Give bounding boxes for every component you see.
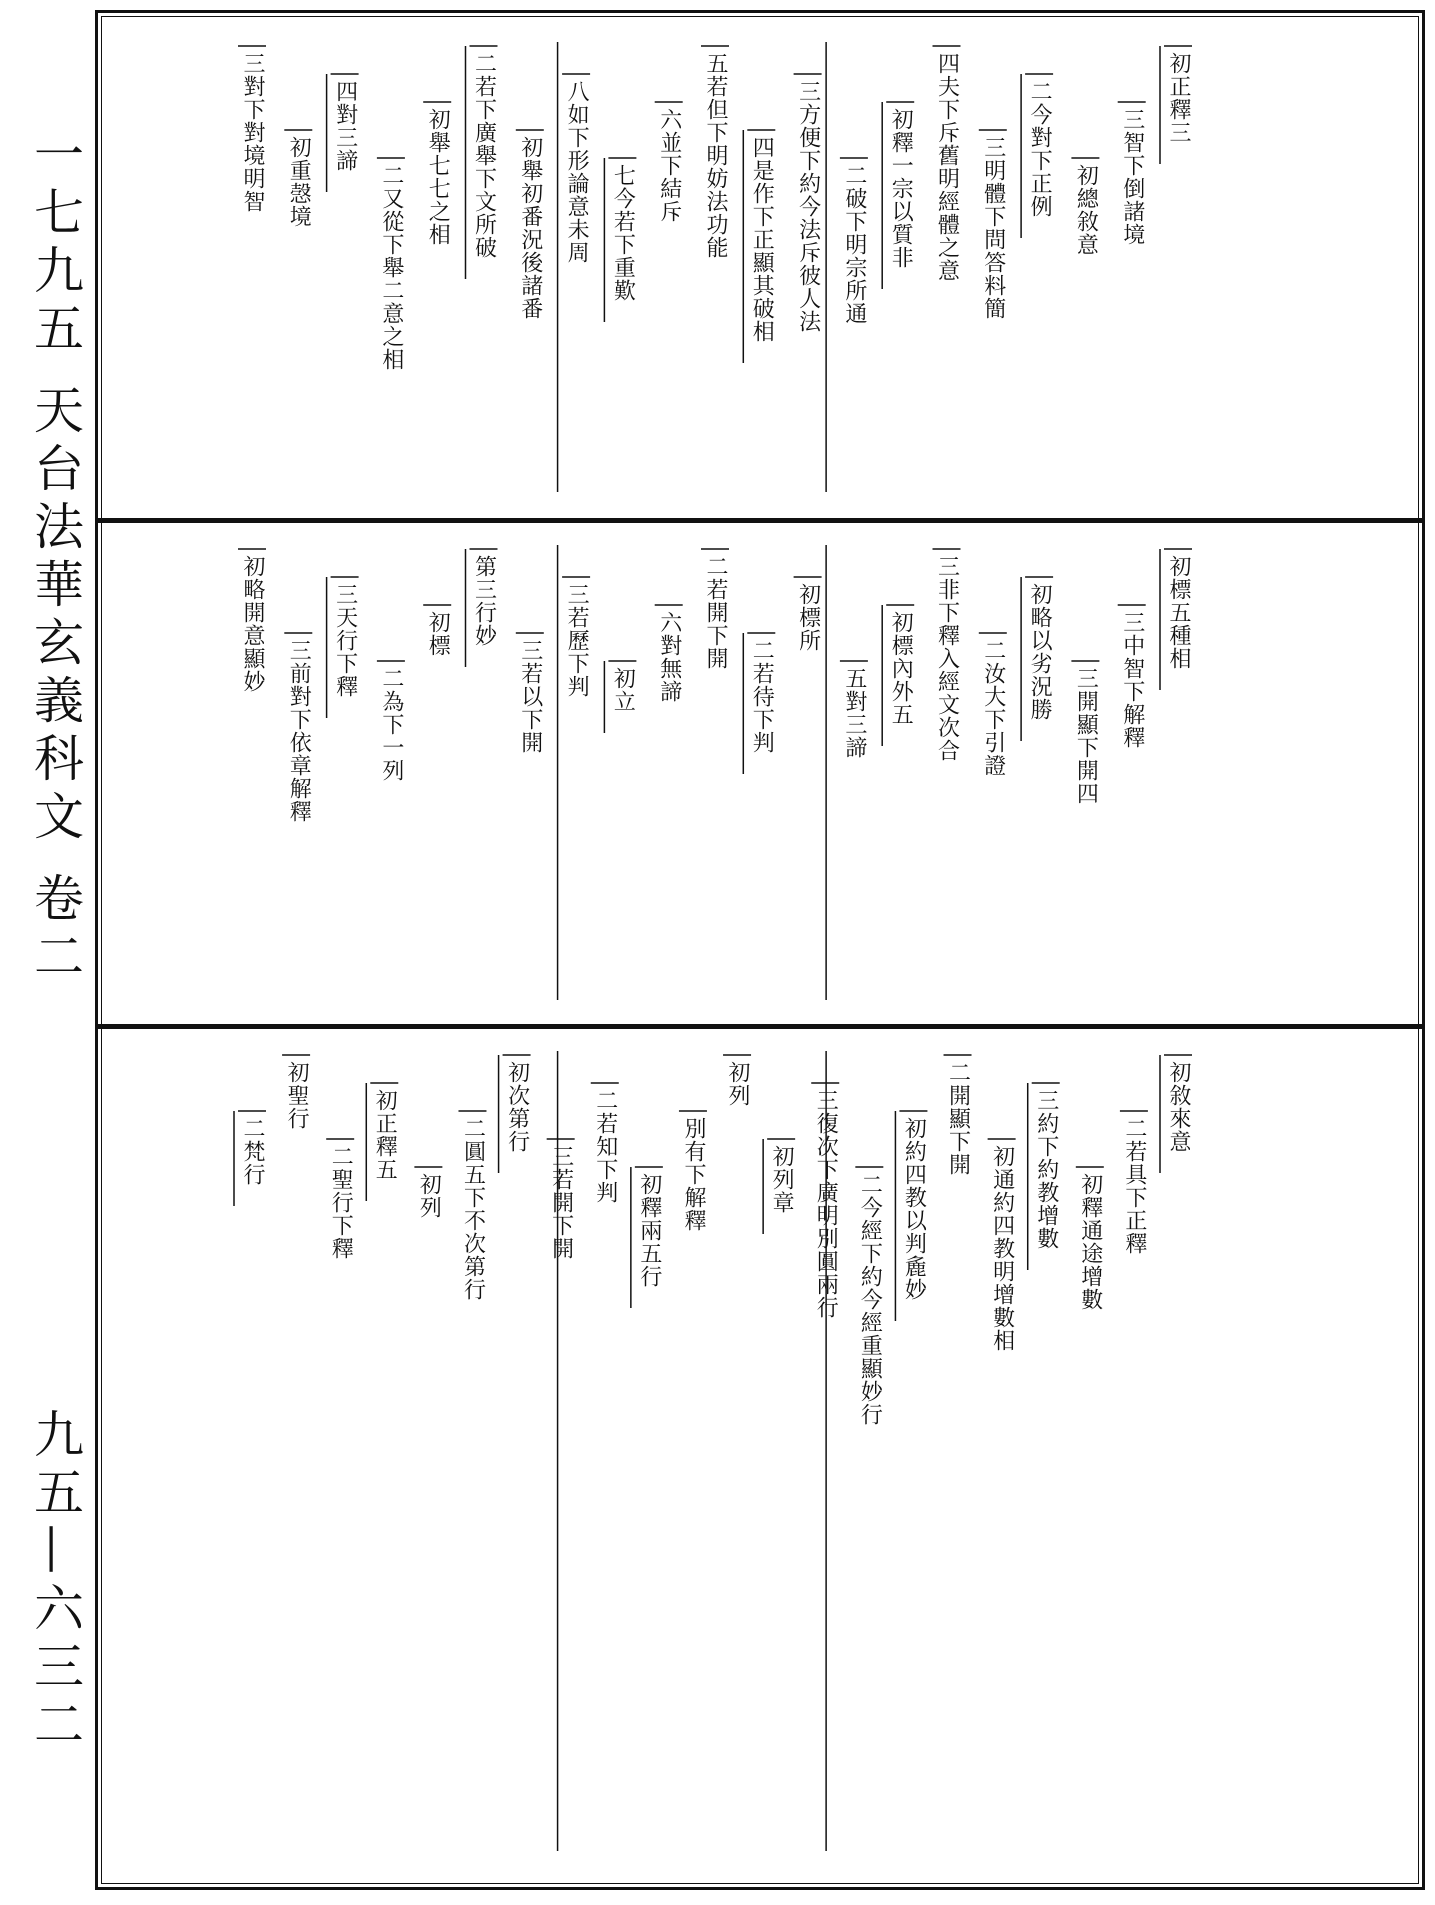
outline-entry: 二若具下正釋 bbox=[1121, 1117, 1147, 1255]
outline-entry: 初聖行 bbox=[284, 1061, 310, 1130]
outline-panel-middle bbox=[102, 525, 1418, 1022]
panel-divider bbox=[97, 1024, 1423, 1029]
outline-entry: 二今經下約今經重顯妙行 bbox=[857, 1173, 883, 1426]
outline-entry: 三非下釋入經文次合 bbox=[934, 555, 960, 762]
outline-entry: 三開顯下開四 bbox=[1073, 667, 1099, 805]
outline-entry: 三若以下開 bbox=[517, 639, 543, 754]
outline-entry: 初列章 bbox=[769, 1145, 795, 1214]
outline-entry: 六並下結斥 bbox=[656, 108, 682, 223]
outline-entry: 三前對下依章解釋 bbox=[286, 639, 312, 823]
outline-entry: 三對下對境明智 bbox=[240, 52, 265, 213]
outline-entry: 二若下廣舉下文所破 bbox=[471, 52, 497, 259]
outline-entry: 二破下明宗所通 bbox=[841, 164, 867, 325]
outline-entry: 第三行妙 bbox=[471, 555, 497, 647]
outline-entry: 初標五種相 bbox=[1166, 555, 1191, 670]
outline-entry: 初舉初番況後諸番 bbox=[517, 136, 543, 320]
outline-entry: 初重愨境 bbox=[286, 136, 312, 228]
outline-entry: 初次第行 bbox=[504, 1061, 530, 1153]
outline-entry: 四夫下斥舊明經體之意 bbox=[934, 52, 960, 282]
outline-entry: 五若但下明妨法功能 bbox=[703, 52, 728, 259]
outline-entry: 三方便下約今法斥彼人法 bbox=[795, 80, 821, 333]
outline-entry: 二汝大下引證 bbox=[980, 639, 1006, 777]
outline-entry: 初正釋五 bbox=[372, 1089, 398, 1181]
outline-entry: 三中智下解釋 bbox=[1119, 611, 1145, 749]
outline-entry: 初列 bbox=[416, 1173, 442, 1219]
outline-panel-bottom bbox=[102, 1031, 1418, 1876]
outline-entry: 二若待下判 bbox=[749, 639, 775, 754]
outline-entry: 三明體下問答料簡 bbox=[980, 136, 1006, 320]
outline-entry: 六對無諦 bbox=[656, 611, 682, 703]
outline-entry: 八如下形論意未周 bbox=[564, 80, 590, 264]
outline-entry: 初標內外五 bbox=[888, 611, 914, 726]
outline-entry: 五對三諦 bbox=[841, 667, 867, 759]
outline-entry: 四是作下正顯其破相 bbox=[749, 136, 775, 343]
outline-entry: 初立 bbox=[610, 667, 636, 713]
outline-entry: 三若開下開 bbox=[548, 1145, 574, 1260]
outline-entry: 初敘來意 bbox=[1166, 1061, 1191, 1153]
outline-entry: 初略開意顯妙 bbox=[240, 555, 265, 693]
outline-entry: 初約四教以判麁妙 bbox=[901, 1117, 927, 1301]
outline-entry: 三復次下廣明別圓兩行 bbox=[813, 1089, 839, 1319]
outline-entry: 初釋通途增數 bbox=[1077, 1173, 1103, 1311]
outline-entry: 初通約四教明增數相 bbox=[989, 1145, 1015, 1352]
outline-entry: 七今若下重歎 bbox=[610, 164, 636, 302]
outline-entry: 二開顯下開 bbox=[945, 1061, 971, 1176]
page-number: 九五—六三二 bbox=[26, 1408, 84, 1756]
outline-entry: 二今對下正例 bbox=[1027, 80, 1053, 218]
outline-entry: 三天行下釋 bbox=[332, 583, 358, 698]
outline-entry: 二若知下判 bbox=[592, 1089, 618, 1204]
outline-panel-top bbox=[102, 22, 1418, 516]
outline-entry: 初釋兩五行 bbox=[636, 1173, 662, 1288]
outline-entry: 別有下解釋 bbox=[680, 1117, 706, 1232]
outline-entry: 三若歷下判 bbox=[564, 583, 590, 698]
outline-entry: 二聖行下釋 bbox=[328, 1145, 354, 1260]
outline-entry: 初列 bbox=[725, 1061, 751, 1107]
outline-entry: 二若開下開 bbox=[703, 555, 728, 670]
outline-entry: 三智下倒諸境 bbox=[1119, 108, 1145, 246]
outline-entry: 三約下約教增數 bbox=[1033, 1089, 1059, 1250]
outline-entry: 二為下一列 bbox=[378, 667, 404, 782]
outline-entry: 初正釋三 bbox=[1166, 52, 1191, 144]
outline-entry: 初舉七七之相 bbox=[425, 108, 451, 246]
outline-entry: 二梵行 bbox=[240, 1117, 265, 1186]
panel-divider bbox=[97, 518, 1423, 523]
bracket-lines bbox=[102, 1031, 1418, 1876]
outline-entry: 初釋一宗以質非 bbox=[888, 108, 914, 269]
outline-entry: 初標 bbox=[425, 611, 451, 657]
outline-entry: 初總敘意 bbox=[1073, 164, 1099, 256]
outline-entry: 初標所 bbox=[795, 583, 821, 652]
outline-entry: 初略以劣況勝 bbox=[1027, 583, 1053, 721]
outline-entry: 四對三諦 bbox=[332, 80, 358, 172]
outline-entry: 二又從下舉二意之相 bbox=[378, 164, 404, 371]
outline-entry: 二圓五下不次第行 bbox=[460, 1117, 486, 1301]
volume-header: 一七九五 天台法華玄義科文 卷二 bbox=[26, 128, 84, 988]
